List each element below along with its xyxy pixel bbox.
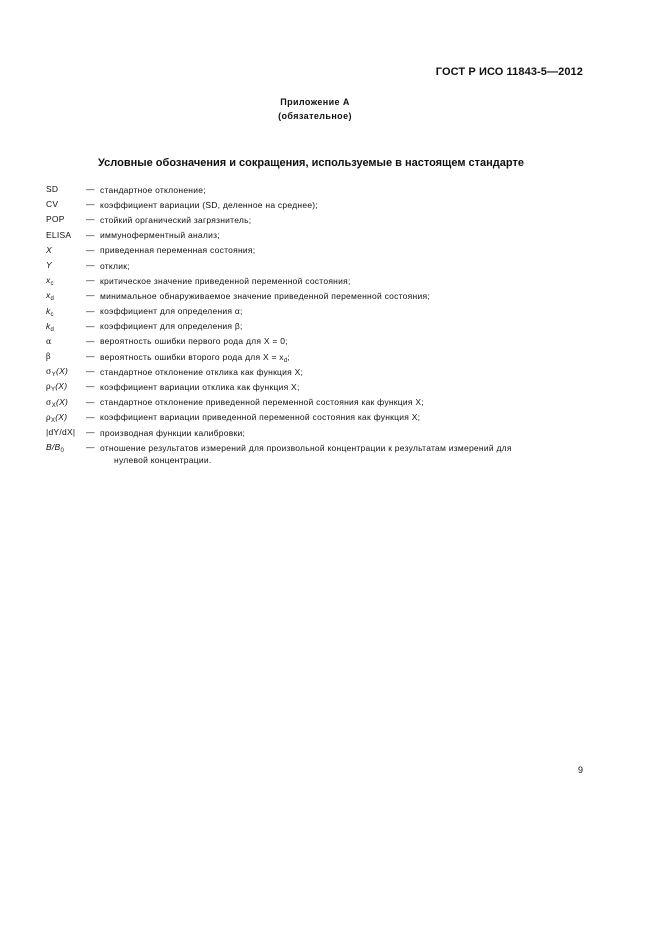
abbreviation-item [46,440,586,466]
symbol-subscript: d [50,326,55,333]
dash-separator: — [86,259,95,270]
dash-separator: — [86,396,95,407]
abbreviation-item [46,243,586,258]
symbol-text: σ [46,397,52,407]
abbreviation-item [46,182,586,197]
abbreviation-description: коэффициент вариации (SD, деленное на среднее); [100,199,318,210]
description-continuation: нулевой концентрации. [114,454,212,465]
dash-separator: — [86,305,95,316]
section-title: Условные обозначения и сокращения, используемые в настоящем стандарте [98,157,524,169]
symbol-suffix: (X) [55,396,69,407]
abbreviation-symbol [46,258,86,273]
abbreviation-symbol [46,349,86,364]
symbol-subscript: Y [51,372,56,379]
symbol-subscript: 0 [60,448,65,455]
abbreviation-description: коэффициент вариации отклика как функция X; [100,382,300,393]
symbol-text: k [46,320,51,331]
symbol-subscript: Y [50,387,56,394]
abbreviation-item [46,379,586,394]
dash-separator: — [86,442,95,453]
symbol-text: SD [46,184,59,194]
symbol-text: β [46,352,51,362]
abbreviation-item [46,410,586,425]
abbreviation-item [46,197,586,212]
description-text: вероятность ошибки второго рода для X = x [100,351,284,362]
symbol-suffix: (X) [55,381,68,392]
abbreviation-symbol [46,197,86,212]
appendix-title: Приложение А [280,97,350,107]
dash-separator: — [86,366,95,377]
symbol-text: |dY/dX| [46,427,76,437]
abbreviation-description: стандартное отклонение приведенной переменной состояния как функция X; [100,397,424,408]
symbol-text: σ [46,367,52,377]
symbol-subscript: c [50,281,54,288]
abbreviation-description [100,440,586,466]
abbreviation-item [46,395,586,410]
document-standard-header: ГОСТ Р ИСО 11843-5—2012 [435,66,583,78]
symbol-text: x [46,290,51,301]
abbreviation-item [46,288,586,303]
symbol-text: Y [46,259,52,270]
abbreviation-item [46,212,586,227]
dash-separator: — [86,381,95,392]
dash-separator: — [86,427,95,437]
dash-separator: — [86,320,95,331]
dash-separator: — [86,184,95,194]
symbol-text: ρ [46,382,51,392]
abbreviation-description: минимальное обнаруживаемое значение приведенной переменной состояния; [100,290,430,301]
dash-separator: — [86,335,95,346]
symbol-subscript: c [50,311,54,318]
abbreviation-description: коэффициент для определения β; [100,321,243,332]
symbol-text: POP [46,214,65,225]
description-text: отношение результатов измерений для произвольной концентрации к результатам измерений для [100,442,512,453]
abbreviation-description: стандартное отклонение отклика как функция X; [100,366,304,377]
abbreviation-symbol [46,182,86,197]
description-subscript: d [283,357,288,364]
abbreviation-description: стандартное отклонение; [100,184,206,195]
abbreviation-item [46,228,586,243]
abbreviation-description: отклик; [100,260,130,271]
dash-separator: — [86,411,95,422]
symbol-text: CV [46,199,59,210]
abbreviation-description: иммуноферментный анализ; [100,230,220,241]
symbol-suffix: (X) [55,411,68,422]
abbreviation-symbol [46,334,86,349]
dash-separator: — [86,244,95,255]
description-end: ; [287,351,291,362]
abbreviation-item [46,273,586,288]
dash-separator: — [86,199,95,210]
abbreviation-description: коэффициент вариации приведенной переменной состояния как функция X; [100,412,421,423]
symbol-text: X [46,244,52,255]
abbreviation-description: критическое значение приведенной переменной состояния; [100,275,351,286]
abbreviation-list [46,182,586,466]
page-number: 9 [577,765,583,775]
symbol-text: ELISA [46,229,72,240]
symbol-subscript: d [50,296,55,303]
abbreviation-description: производная функции калибровки; [100,427,246,438]
abbreviation-item [46,425,586,440]
abbreviation-item [46,258,586,273]
symbol-text: α [46,336,52,346]
abbreviation-description: стойкий органический загрязнитель; [100,214,252,225]
appendix-heading [0,95,630,123]
dash-separator: — [86,290,95,301]
appendix-status: (обязательное) [278,111,352,121]
symbol-subscript: X [50,417,56,424]
symbol-text: x [46,275,51,286]
abbreviation-item [46,364,586,379]
dash-separator: — [86,275,95,286]
abbreviation-item [46,319,586,334]
abbreviation-symbol [46,228,86,243]
abbreviation-symbol [46,212,86,227]
symbol-subscript: X [51,402,56,409]
abbreviation-symbol [46,243,86,258]
symbol-suffix: (X) [55,366,69,377]
abbreviation-item [46,304,586,319]
dash-separator: — [86,214,95,225]
abbreviation-description: вероятность ошибки первого рода для X = 0; [100,336,288,347]
abbreviation-description: коэффициент для определения α; [100,306,243,317]
dash-separator: — [86,351,95,362]
abbreviation-description: приведенная переменная состояния; [100,245,256,256]
symbol-text: k [46,305,51,316]
abbreviation-symbol [46,440,86,459]
dash-separator: — [86,229,95,240]
abbreviation-symbol [46,425,86,440]
abbreviation-item [46,349,586,364]
symbol-text: ρ [46,412,51,422]
abbreviation-item [46,334,586,349]
symbol-text: B/B [46,442,61,453]
